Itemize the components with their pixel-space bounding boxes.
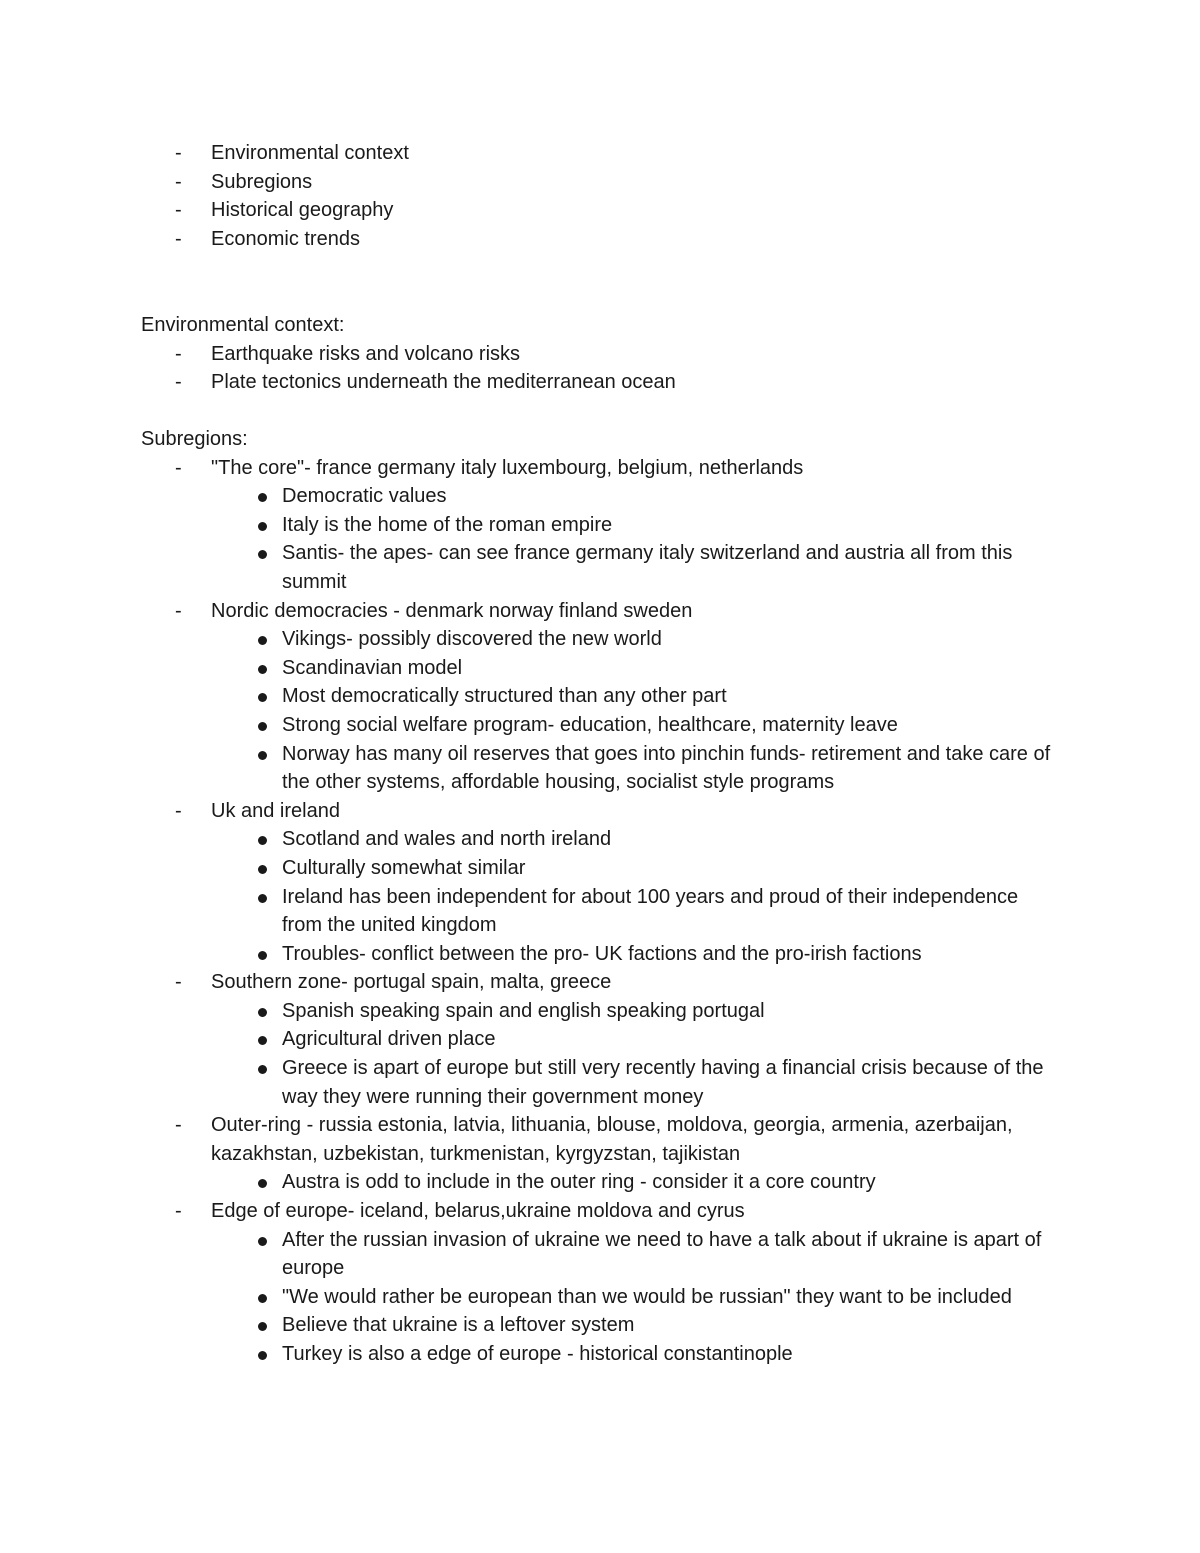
outline-item-text: Subregions <box>211 170 313 193</box>
bullet-marker <box>258 636 267 645</box>
subregion-group <box>141 597 1061 797</box>
subregion-points <box>211 997 1061 1111</box>
subregions-heading: Subregions: <box>141 428 248 450</box>
subregion-point <box>211 1025 1061 1054</box>
subregion-point <box>211 711 1061 740</box>
subregion-point-text: Culturally somewhat similar <box>282 856 526 879</box>
dash-marker: - <box>175 799 182 822</box>
subregion-point <box>211 1340 1061 1369</box>
outline-list <box>141 139 1061 253</box>
subregion-point <box>211 682 1061 711</box>
bullet-marker <box>258 665 267 674</box>
subregion-point-text: Spanish speaking spain and english speaking portugal <box>282 999 765 1022</box>
dash-marker: - <box>175 371 182 394</box>
subregion-point-text: Turkey is also a edge of europe - historical constantinople <box>282 1343 793 1365</box>
subregion-point <box>211 940 1061 969</box>
subregion-point <box>211 654 1061 683</box>
subregion-group <box>141 454 1061 597</box>
dash-marker: - <box>175 227 182 250</box>
outline-item <box>141 139 1061 168</box>
subregion-point-text: Troubles- conflict between the pro- UK factions and the pro-irish factions <box>282 942 922 965</box>
subregion-point-text: Vikings- possibly discovered the new world <box>282 628 662 651</box>
subregion-point <box>211 511 1061 540</box>
subregion-point <box>211 1054 1061 1111</box>
subregion-title: Southern zone- portugal spain, malta, greece <box>211 971 612 994</box>
subregion-point-text: Scandinavian model <box>282 656 463 679</box>
subregions-list <box>141 454 1061 1369</box>
dash-marker: - <box>175 1200 182 1223</box>
bullet-marker <box>258 751 267 760</box>
outline-item <box>141 196 1061 225</box>
bullet-marker <box>258 522 267 531</box>
dash-marker: - <box>175 199 182 222</box>
subregion-points <box>211 625 1061 797</box>
subregion-group <box>141 1197 1061 1369</box>
subregion-group <box>141 968 1061 1111</box>
outline-section <box>141 139 1061 253</box>
subregion-point-text: Ireland has been independent for about 100 years and proud of their independence from the united kingdom <box>282 885 1019 937</box>
environmental-item <box>141 340 1061 369</box>
environmental-heading: Environmental context: <box>141 314 345 336</box>
subregion-points <box>211 825 1061 968</box>
bullet-marker <box>258 836 267 845</box>
bullet-marker <box>258 894 267 903</box>
bullet-marker <box>258 1351 267 1360</box>
subregion-point <box>211 539 1061 596</box>
dash-marker: - <box>175 456 182 479</box>
dash-marker: - <box>175 170 182 193</box>
subregion-point <box>211 997 1061 1026</box>
bullet-marker <box>258 493 267 502</box>
subregion-point <box>211 625 1061 654</box>
outline-item-text: Economic trends <box>211 227 360 250</box>
subregion-point-text: "We would rather be european than we would be russian" they want to be included <box>282 1285 1012 1308</box>
subregion-point-text: After the russian invasion of ukraine we need to have a talk about if ukraine is apart of europe <box>282 1228 1042 1280</box>
environmental-list <box>141 340 1061 397</box>
outline-item-text: Historical geography <box>211 199 394 222</box>
subregion-title: "The core"- france germany italy luxembourg, belgium, netherlands <box>211 456 804 479</box>
subregion-group <box>141 797 1061 969</box>
subregion-point <box>211 883 1061 940</box>
subregion-point-text: Austra is odd to include in the outer ring - consider it a core country <box>282 1171 876 1194</box>
bullet-marker <box>258 1237 267 1246</box>
environmental-item-text: Earthquake risks and volcano risks <box>211 342 521 365</box>
subregion-point-text: Norway has many oil reserves that goes into pinchin funds- retirement and take care of the other systems, affordable housing, socialist style programs <box>282 742 1051 794</box>
bullet-marker <box>258 693 267 702</box>
subregion-point-text: Strong social welfare program- education, healthcare, maternity leave <box>282 713 898 736</box>
bullet-marker <box>258 722 267 731</box>
dash-marker: - <box>175 1114 182 1137</box>
subregion-points <box>211 1168 1061 1197</box>
bullet-marker <box>258 1065 267 1074</box>
subregion-point <box>211 740 1061 797</box>
subregion-point <box>211 1283 1061 1312</box>
bullet-marker <box>258 951 267 960</box>
environmental-item <box>141 368 1061 397</box>
outline-item <box>141 168 1061 197</box>
subregion-point <box>211 825 1061 854</box>
dash-marker: - <box>175 599 182 622</box>
outline-item-text: Environmental context <box>211 142 409 164</box>
subregion-points <box>211 482 1061 596</box>
environmental-section <box>141 311 1061 397</box>
subregion-points <box>211 1226 1061 1369</box>
subregion-title: Outer-ring - russia estonia, latvia, lithuania, blouse, moldova, georgia, armenia, azerbaijan, kazakhstan, uzbekistan, turkmenistan, kyrgyzstan, tajikistan <box>211 1114 1013 1165</box>
outline-item <box>141 225 1061 254</box>
bullet-marker <box>258 550 267 559</box>
bullet-marker <box>258 1322 267 1331</box>
bullet-marker <box>258 865 267 874</box>
subregion-title: Nordic democracies - denmark norway finland sweden <box>211 599 693 622</box>
subregion-point <box>211 1226 1061 1283</box>
subregion-point <box>211 1311 1061 1340</box>
bullet-marker <box>258 1294 267 1303</box>
subregion-point-text: Agricultural driven place <box>282 1028 496 1051</box>
subregion-point-text: Scotland and wales and north ireland <box>282 828 612 851</box>
subregion-point-text: Italy is the home of the roman empire <box>282 513 613 536</box>
environmental-item-text: Plate tectonics underneath the mediterranean ocean <box>211 371 676 394</box>
subregion-point-text: Santis- the apes- can see france germany italy switzerland and austria all from this summit <box>282 542 1013 593</box>
bullet-marker <box>258 1008 267 1017</box>
dash-marker: - <box>175 342 182 365</box>
subregion-point <box>211 854 1061 883</box>
subregion-point <box>211 1168 1061 1197</box>
dash-marker: - <box>175 971 182 994</box>
dash-marker: - <box>175 142 182 164</box>
bullet-marker <box>258 1179 267 1188</box>
subregion-title: Edge of europe- iceland, belarus,ukraine moldova and cyrus <box>211 1200 745 1223</box>
subregion-point-text: Democratic values <box>282 485 447 508</box>
subregion-point <box>211 482 1061 511</box>
subregion-point-text: Believe that ukraine is a leftover system <box>282 1314 635 1337</box>
subregions-section <box>141 425 1061 1369</box>
subregion-point-text: Greece is apart of europe but still very recently having a financial crisis because of the way they were running their government money <box>282 1057 1044 1108</box>
subregion-group <box>141 1111 1061 1197</box>
subregion-point-text: Most democratically structured than any other part <box>282 685 727 708</box>
subregion-title: Uk and ireland <box>211 799 340 822</box>
bullet-marker <box>258 1036 267 1045</box>
